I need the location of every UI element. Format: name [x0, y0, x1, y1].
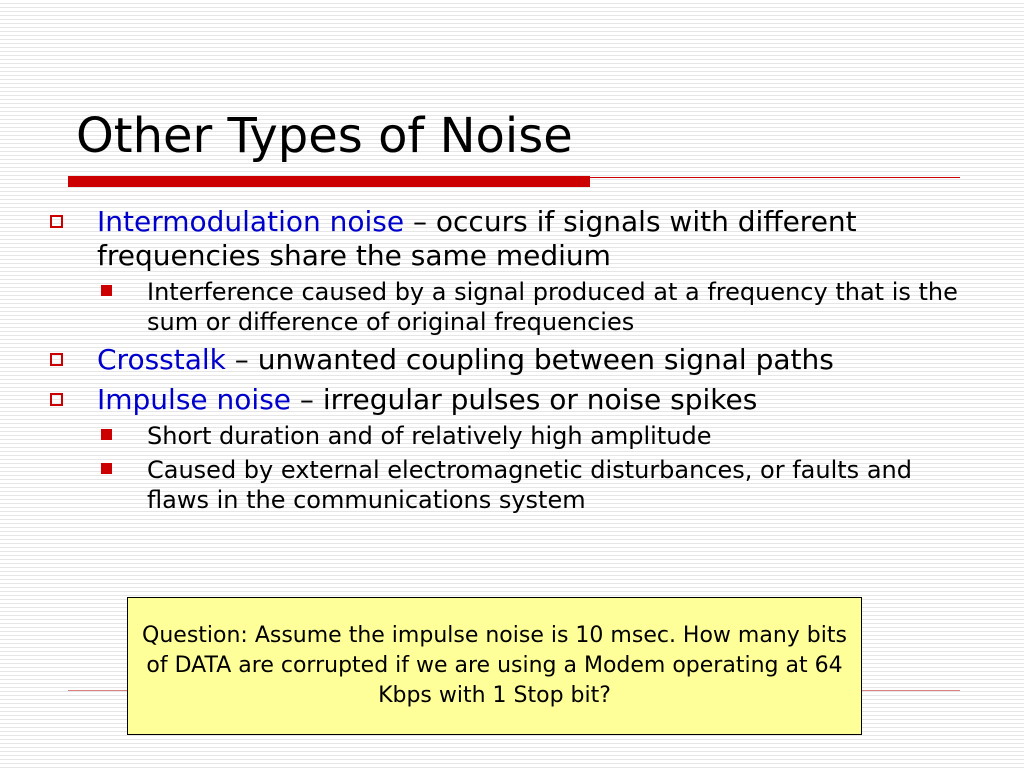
- bullet-impulse-noise: [40, 383, 980, 417]
- slide-title: Other Types of Noise: [76, 108, 573, 164]
- filled-square-bullet-icon: [101, 285, 112, 296]
- footer-line-right: [862, 690, 960, 691]
- sub-bullet: [40, 277, 980, 337]
- bullet-text: – unwanted coupling between signal paths: [225, 343, 834, 376]
- bullet-text: – occurs if signals with different frequencies share the same medium: [97, 205, 857, 272]
- hollow-square-bullet-icon: [50, 215, 63, 228]
- filled-square-bullet-icon: [101, 429, 112, 440]
- hollow-square-bullet-icon: [50, 353, 63, 366]
- bullet-term: Intermodulation noise: [97, 205, 405, 238]
- bullet-intermodulation: [40, 205, 980, 273]
- bullet-term: Crosstalk: [97, 343, 226, 376]
- filled-square-bullet-icon: [101, 463, 112, 474]
- bullet-crosstalk: [40, 343, 980, 377]
- sub-bullet-text: Interference caused by a signal produced at a frequency that is the sum or difference of original frequencies: [147, 278, 958, 336]
- sub-bullet-text: Caused by external electromagnetic disturbances, or faults and flaws in the communications system: [147, 456, 912, 514]
- question-text: Question: Assume the impulse noise is 10 msec. How many bits of DATA are corrupted if we are using a Modem operating at 64 Kbps with 1 Stop bit?: [142, 623, 847, 708]
- hollow-square-bullet-icon: [50, 393, 63, 406]
- footer-line-left: [68, 690, 128, 691]
- sub-bullet-text: Short duration and of relatively high amplitude: [147, 422, 712, 450]
- bullet-term: Impulse noise: [97, 383, 292, 416]
- title-underline-thin: [590, 177, 960, 178]
- question-callout: [127, 597, 862, 735]
- title-underline-thick: [68, 176, 590, 187]
- bullet-list: [40, 205, 980, 521]
- sub-bullet: [40, 421, 980, 451]
- sub-bullet: [40, 455, 980, 515]
- bullet-text: – irregular pulses or noise spikes: [291, 383, 758, 416]
